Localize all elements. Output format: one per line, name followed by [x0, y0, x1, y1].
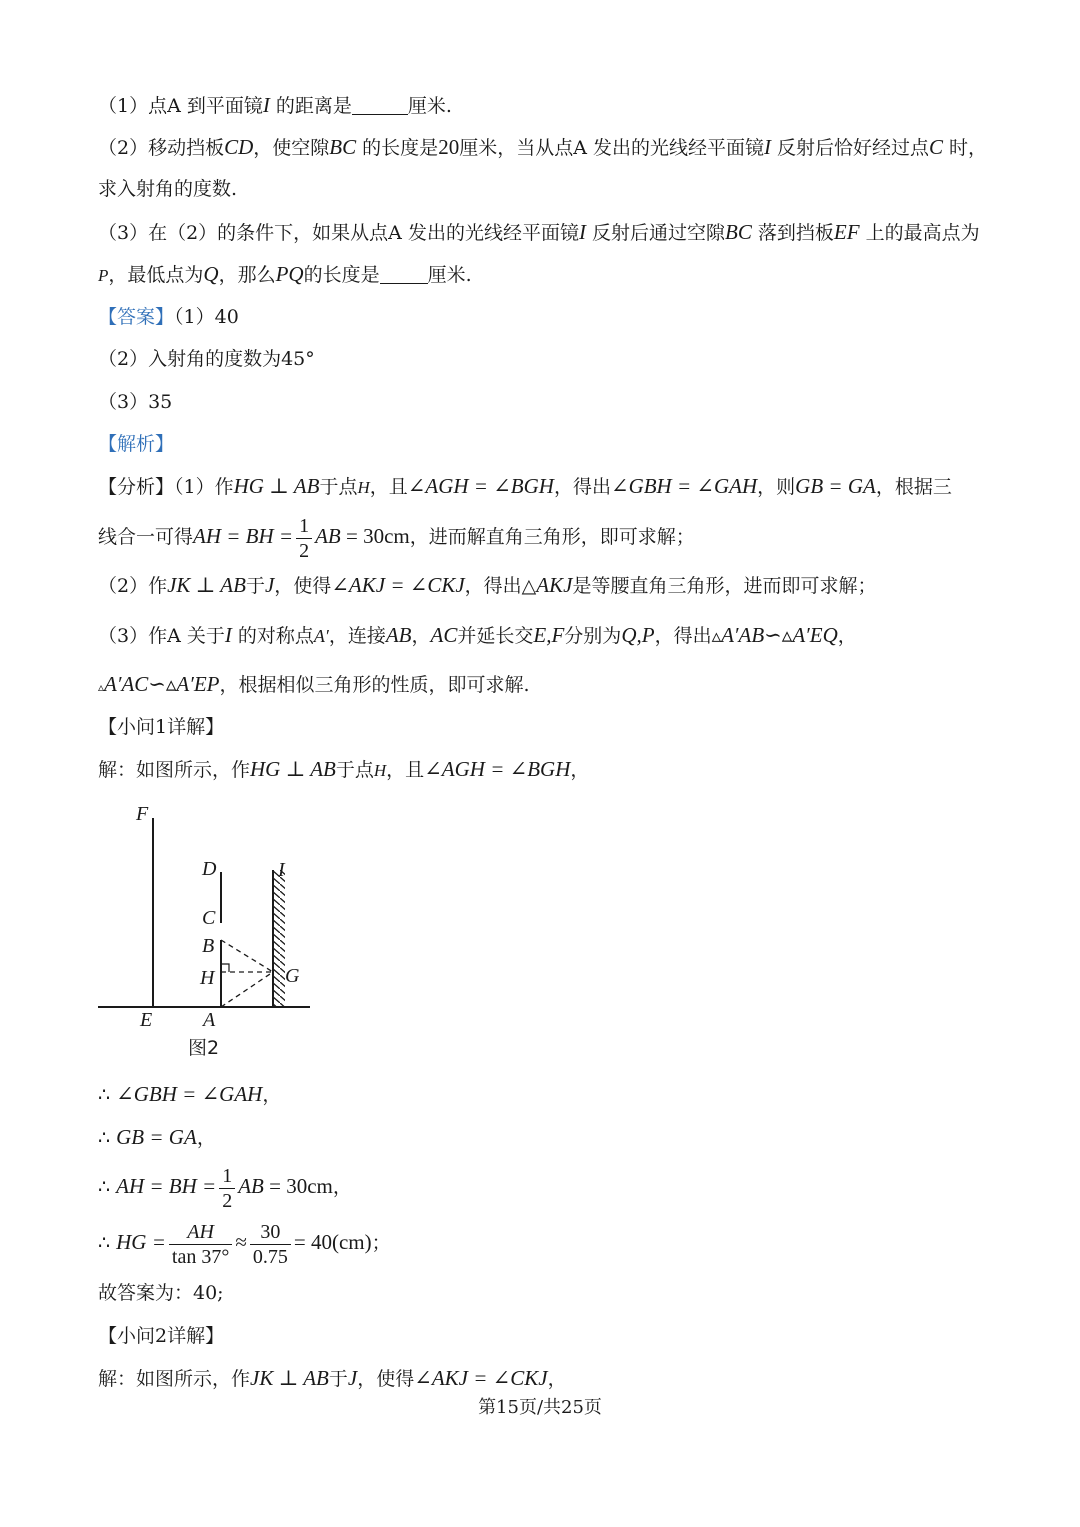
- geometry-diagram: [96, 800, 316, 1062]
- label-d: D: [202, 858, 217, 880]
- analysis-line-5: ▵A′AC∽▵A′EP，根据相似三角形的性质，即可求解.: [98, 672, 530, 696]
- label-c: C: [202, 907, 216, 929]
- label-f: F: [136, 803, 149, 825]
- label-h: H: [200, 967, 215, 989]
- question-3-line-2: P，最低点为Q，那么PQ的长度是 厘米.: [98, 262, 472, 286]
- answer-line-2: （2）入射角的度数为45°: [98, 348, 315, 370]
- analysis-line-2: 线合一可得AH = BH = $\frac{1}{2}$ AB = 30cm，进而解直角三角形，即可求解；: [98, 514, 695, 562]
- line-ag: [221, 972, 273, 1007]
- analysis-line-3: （2）作JK ⊥ AB于J，使得∠AKJ = ∠CKJ，得出△AKJ是等腰直角三角形，进而即可求解；: [98, 573, 877, 597]
- question-2-line-2: 求入射角的度数.: [98, 178, 238, 200]
- step-3: ∴ AH = BH = $\frac{1}{2}$ AB = 30cm，: [98, 1164, 352, 1212]
- question-1: （1）点A 到平面镜I 的距离是 厘米.: [98, 93, 452, 117]
- right-angle-mark: [221, 964, 229, 972]
- answer-tag: 【答案】: [98, 306, 175, 328]
- step-2: ∴ GB = GA，: [98, 1125, 216, 1149]
- fraction: $\frac{1}{2}$: [296, 514, 312, 563]
- label-i: I: [278, 859, 285, 881]
- analysis-line-1: 【分析】（1）作HG ⊥ AB于点H，且∠AGH = ∠BGH，得出∠GBH = ∠GAH，则GB = GA，根据三: [98, 474, 952, 498]
- question-3-line-1: （3）在（2）的条件下，如果从点A 发出的光线经平面镜I 反射后通过空隙BC 落到挡板EF 上的最高点为: [98, 220, 980, 244]
- label-a: A: [203, 1009, 216, 1031]
- figure-caption: 图2: [188, 1037, 220, 1059]
- answer-blank: [380, 263, 428, 284]
- step-4: ∴ HG = $\frac{AH}{\tan 37^\circ}$ ≈ $\frac{30}{0.75}$ = 40(cm)；: [98, 1220, 391, 1268]
- label-e: E: [140, 1009, 153, 1031]
- step-1: ∴ ∠GBH = ∠GAH，: [98, 1082, 282, 1106]
- analysis-line-4: （3）作A 关于I 的对称点A′，连接AB，AC并延长交E,F分别为Q,P，得出▵A′AB∽▵A′EQ，: [98, 623, 857, 647]
- answer-line-1: 【答案】（1）40: [98, 306, 239, 328]
- question-2-line-1: （2）移动挡板CD，使空隙BC 的长度是20厘米，当从点A 发出的光线经平面镜I 反射后恰好经过点C 时，: [98, 135, 988, 159]
- solution-1-intro: 解：如图所示，作HG ⊥ AB于点H，且∠AGH = ∠BGH，: [98, 757, 590, 781]
- figure-2: [96, 800, 316, 1062]
- answer-statement: 故答案为：40;: [98, 1282, 224, 1304]
- sub-question-2-tag: 【小问2详解】: [98, 1325, 225, 1347]
- solution-2-intro: 解：如图所示，作JK ⊥ AB于J，使得∠AKJ = ∠CKJ，: [98, 1366, 567, 1390]
- mirror-hatch: [273, 870, 285, 1007]
- analysis-tag: 【解析】: [98, 433, 175, 455]
- page-footer: 第15页/共25页: [478, 1397, 602, 1418]
- label-g: G: [285, 965, 300, 987]
- sub-question-1-tag: 【小问1详解】: [98, 716, 225, 738]
- fraction: $\frac{AH}{\tan 37^\circ}$: [169, 1220, 232, 1269]
- fraction: $\frac{1}{2}$: [219, 1164, 235, 1213]
- answer-line-3: （3）35: [98, 391, 173, 413]
- label-b: B: [202, 935, 215, 957]
- fraction: $\frac{30}{0.75}$: [250, 1220, 291, 1269]
- answer-blank: [352, 94, 408, 115]
